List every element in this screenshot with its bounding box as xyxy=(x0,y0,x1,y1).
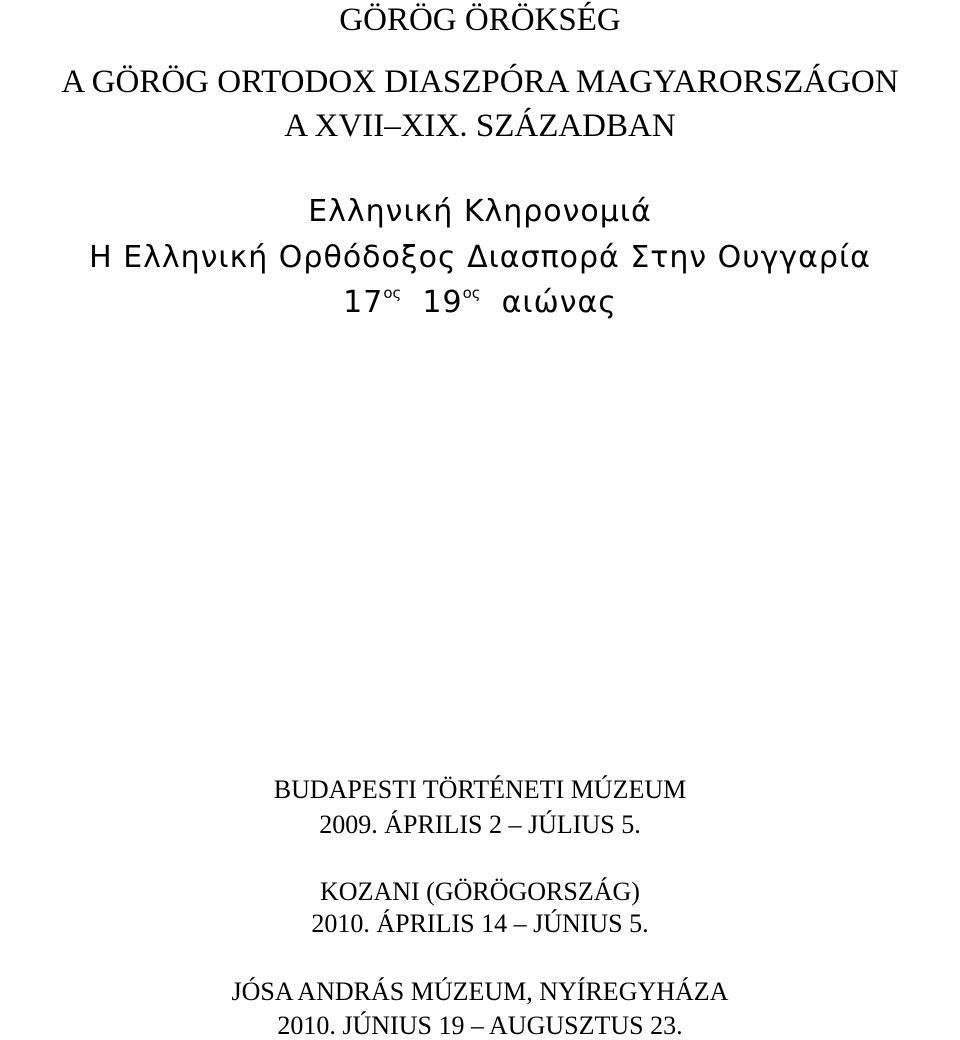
venue-dates: 2010. ÁPRILIS 14 – JÚNIUS 5. xyxy=(311,909,649,938)
century-end: 19 xyxy=(422,285,463,320)
hungarian-subtitle-line-1: A GÖRÖG ORTODOX DIASZPÓRA MAGYARORSZÁGON xyxy=(61,64,899,100)
hungarian-title: GÖRÖG ÖRÖKSÉG xyxy=(339,2,621,38)
greek-century-line xyxy=(0,286,960,318)
greek-title: Ελληνική Κληρονομιά xyxy=(308,194,652,229)
hungarian-subtitle-line-2: A XVII–XIX. SZÁZADBAN xyxy=(284,108,676,144)
greek-subtitle-line-1: Η Ελληνική Ορθόδοξος Διασπορά Στην Ουγγαρία xyxy=(89,240,871,275)
venue-dates: 2009. ÁPRILIS 2 – JÚLIUS 5. xyxy=(319,810,641,839)
venue-name: BUDAPESTI TÖRTÉNETI MÚZEUM xyxy=(273,775,687,804)
century-word: αιώνας xyxy=(501,285,617,320)
century-end-suffix: ος xyxy=(462,284,481,302)
century-start: 17 xyxy=(343,285,384,320)
venue-name: KOZANI (GÖRÖGORSZÁG) xyxy=(320,877,640,906)
century-start-suffix: ος xyxy=(383,284,402,302)
venue-name: JÓSA ANDRÁS MÚZEUM, NYÍREGYHÁZA xyxy=(231,977,729,1006)
venue-dates: 2010. JÚNIUS 19 – AUGUSZTUS 23. xyxy=(277,1011,683,1040)
